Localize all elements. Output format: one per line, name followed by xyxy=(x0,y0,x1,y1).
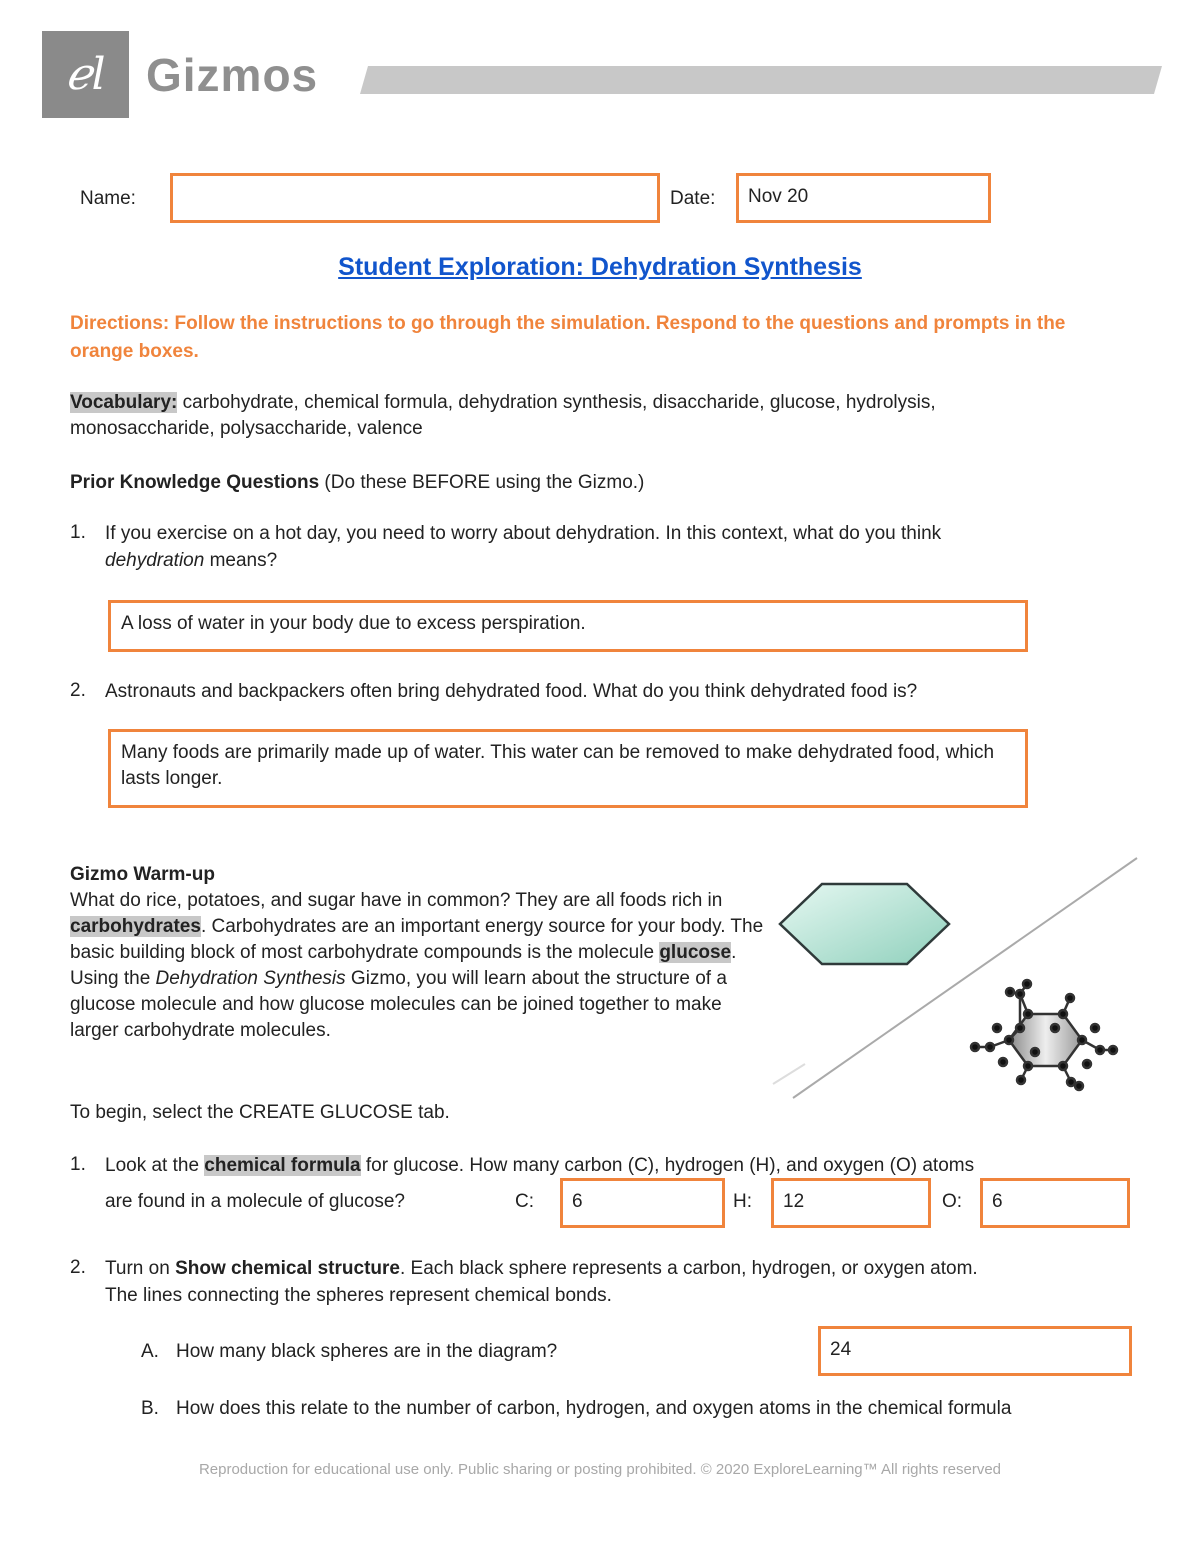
carbon-answer-field[interactable] xyxy=(560,1178,725,1228)
prior-q1-answer: A loss of water in your body due to excess perspiration. xyxy=(121,613,586,634)
spheres-answer-field[interactable] xyxy=(818,1326,1132,1376)
carbon-value: 6 xyxy=(572,1191,583,1212)
date-field[interactable] xyxy=(736,173,991,223)
warmup-text-4: Gizmo, you will learn about the structure of a glucose molecule and how glucose molecules can be joined together to make larger carbohydrate molecules. xyxy=(70,968,727,1041)
prior-q2-answer-box[interactable] xyxy=(108,729,1028,808)
keyword-glucose: glucose xyxy=(659,942,732,963)
warmup-heading: Gizmo Warm-up xyxy=(70,864,215,885)
directions: Directions: Follow the instructions to go through the simulation. Respond to the questions and prompts in the orange boxes. xyxy=(70,313,1066,362)
prior-knowledge-heading xyxy=(70,470,1080,496)
keyword-show-chemical-structure: Show chemical structure xyxy=(175,1258,400,1279)
spheres-value: 24 xyxy=(830,1339,852,1360)
oxygen-value: 6 xyxy=(992,1191,1003,1212)
prior-q1-text-a: If you exercise on a hot day, you need to worry about dehydration. In this context, what do you think xyxy=(105,523,942,544)
logo-glyph: ℯl xyxy=(65,49,106,100)
explorelearning-logo xyxy=(42,31,129,118)
prior-q2-answer: Many foods are primarily made up of water. This water can be removed to make dehydrated food, which lasts longer. xyxy=(121,742,995,789)
header-bar xyxy=(360,66,1162,96)
keyword-chemical-formula: chemical formula xyxy=(204,1155,361,1176)
q1-text-a: Look at the xyxy=(105,1155,205,1176)
prior-note: (Do these BEFORE using the Gizmo.) xyxy=(319,472,645,493)
q1-number: 1. xyxy=(70,1154,86,1175)
hydrogen-label: H: xyxy=(733,1191,752,1212)
name-field[interactable] xyxy=(170,173,660,223)
footer-copyright: Reproduction for educational use only. Public sharing or posting prohibited. © 2020 ExploreLearning™ All rights reserved xyxy=(198,1461,1002,1478)
prior-q1-text-b: means? xyxy=(204,550,278,571)
glucose-illustration xyxy=(765,852,1145,1102)
hydrogen-value: 12 xyxy=(783,1191,805,1212)
vocabulary-list: carbohydrate, chemical formula, dehydration synthesis, disaccharide, glucose, hydrolysis, monosaccharide, polysaccharide, valence xyxy=(70,392,936,439)
keyword-carbohydrates: carbohydrates xyxy=(70,916,201,937)
begin-instruction: To begin, select the CREATE GLUCOSE tab. xyxy=(70,1102,450,1123)
date-label: Date: xyxy=(670,188,716,209)
q2a-letter: A. xyxy=(141,1341,159,1362)
q2a-text: How many black spheres are in the diagram? xyxy=(176,1341,558,1362)
q1-text-c: are found in a molecule of glucose? xyxy=(105,1191,405,1212)
prior-heading: Prior Knowledge Questions xyxy=(70,472,320,493)
name-label: Name: xyxy=(80,188,136,209)
q2b-text: How does this relate to the number of carbon, hydrogen, and oxygen atoms in the chemical formula xyxy=(176,1398,1012,1419)
gizmo-name: Dehydration Synthesis xyxy=(155,968,346,989)
prior-q2-text: Astronauts and backpackers often bring dehydrated food. What do you think dehydrated food is? xyxy=(105,681,918,702)
prior-q2-number: 2. xyxy=(70,680,86,701)
page-title: Student Exploration: Dehydration Synthesis xyxy=(338,253,862,281)
warmup-paragraph xyxy=(70,888,765,1044)
prior-q1-answer-box[interactable] xyxy=(108,600,1028,652)
q1-text xyxy=(105,1152,1105,1179)
warmup-text-3: . Using the xyxy=(70,942,737,989)
q2b-letter: B. xyxy=(141,1398,159,1419)
q2-number: 2. xyxy=(70,1257,86,1278)
oxygen-answer-field[interactable] xyxy=(980,1178,1130,1228)
hydrogen-answer-field[interactable] xyxy=(771,1178,931,1228)
warmup-text-1: What do rice, potatoes, and sugar have in common? They are all foods rich in xyxy=(70,890,723,911)
prior-q1-emphasis: dehydration xyxy=(105,550,205,571)
prior-q1-number: 1. xyxy=(70,522,86,543)
brand-name: Gizmos xyxy=(146,49,319,101)
q2-text-b: . Each black sphere represents a carbon, hydrogen, or oxygen atom. xyxy=(399,1258,978,1279)
vocabulary xyxy=(70,390,1080,442)
warmup-text-2: . Carbohydrates are an important energy source for your body. The basic building block of most carbohydrate compounds is the molecule xyxy=(70,916,764,963)
q1-text-b: for glucose. How many carbon (C), hydrogen (H), and oxygen (O) atoms xyxy=(360,1155,975,1176)
oxygen-label: O: xyxy=(942,1191,963,1212)
prior-q1-text xyxy=(105,520,1080,574)
vocabulary-label: Vocabulary: xyxy=(70,392,178,413)
q2-text-c: The lines connecting the spheres represent chemical bonds. xyxy=(105,1285,612,1306)
carbon-label: C: xyxy=(515,1191,534,1212)
q2-text-a: Turn on xyxy=(105,1258,176,1279)
q2-text xyxy=(105,1255,1125,1309)
date-value: Nov 20 xyxy=(748,186,809,207)
